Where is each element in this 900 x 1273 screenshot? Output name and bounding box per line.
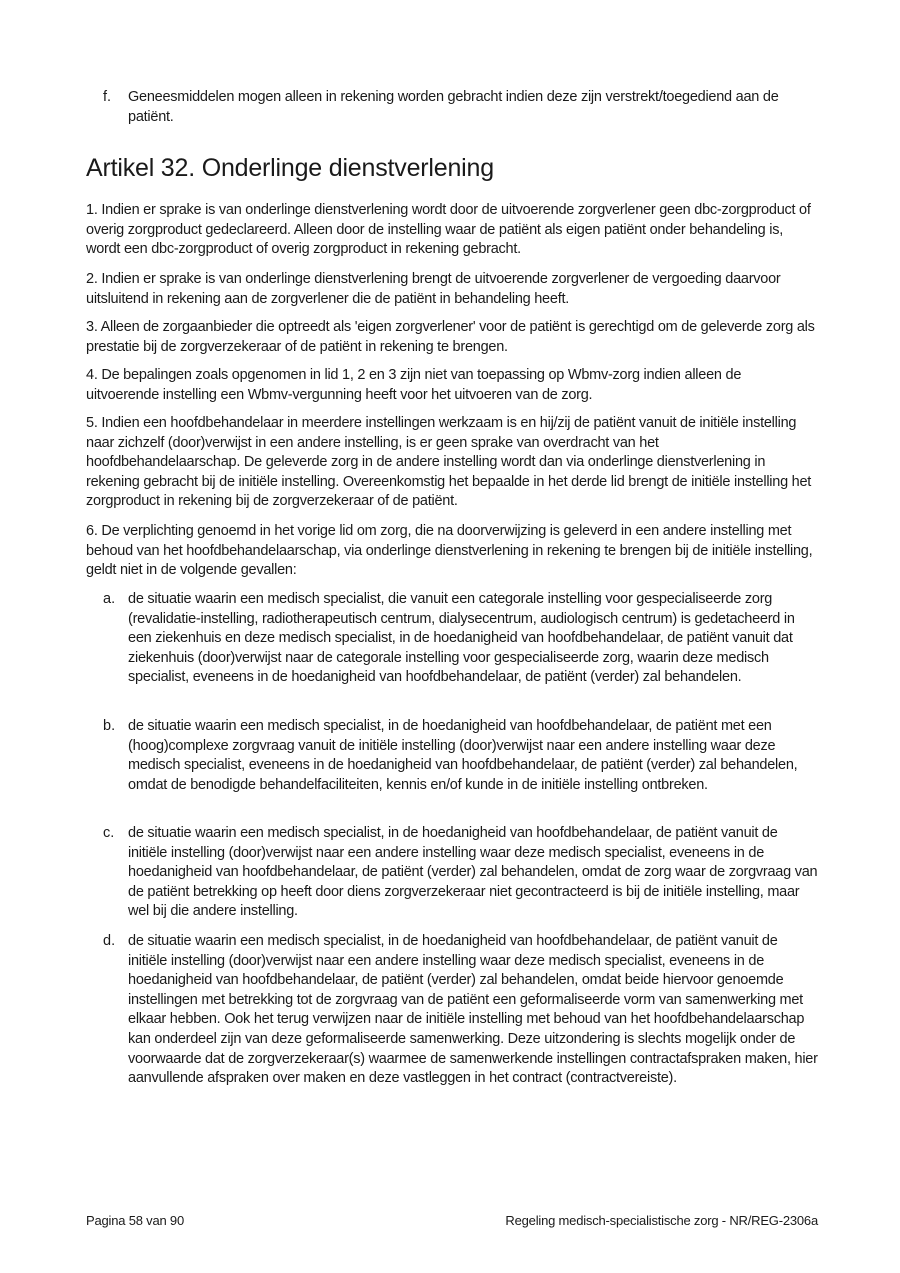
list-marker: f. (103, 89, 112, 105)
list-marker: c. (103, 825, 115, 841)
list-marker: d. (103, 933, 116, 949)
list-marker: b. (103, 718, 116, 734)
paragraph-4: 4. De bepalingen zoals opgenomen in lid 1, 2 en 3 zijn niet van toepassing op Wbmv-zorg indien alleen de uitvoerende instelling een Wbmv-vergunning heeft voor het uitvoeren van de zorg. (86, 367, 742, 403)
paragraph-2: 2. Indien er sprake is van onderlinge dienstverlening brengt de uitvoerende zorgverlener de vergoeding daarvoor uitsluitend in rekening aan de zorgverlener die de patiënt in behandeling heeft. (86, 271, 781, 307)
document-title: Regeling medisch-specialistische zorg - NR/REG-2306a (505, 1213, 818, 1228)
list-item-text: de situatie waarin een medisch specialist, in de hoedanigheid van hoofdbehandelaar, de patiënt vanuit de initiële instelling (door)verwijst naar een andere instelling waar deze medisch specialist, eveneens in de hoedanigheid van hoofdbehandelaar, de patiënt (verder) zal behandelen, omdat beide hiervoor genoemde instellingen met betrekking tot de zorgvraag van de patiënt een geformaliseerde vorm van samenwerking met elkaar hebben. Ook het terug verwijzen naar de initiële instelling met behoud van het hoofdbehandelaarschap kan onderdeel zijn van deze geformaliseerde samenwerking. Deze uitzondering is slechts mogelijk onder de voorwaarde dat de zorgverzekeraar(s) waarmee de samenwerkende instellingen contractafspraken maken, hier aanvullende afspraken over maken en deze vastleggen in het contract (contractvereiste). (128, 933, 818, 1087)
paragraph-5: 5. Indien een hoofdbehandelaar in meerdere instellingen werkzaam is en hij/zij de patiënt vanuit de initiële instelling naar zichzelf (door)verwijst in een andere instelling, is er geen sprake van overdracht van het hoofdbehandelaarschap. De geleverde zorg in de andere instelling wordt dan via onderlinge dienstverlening in rekening gebracht bij de initiële instelling. Overeenkomstig het bepaalde in het derde lid brengt de initiële instelling het zorgproduct in rekening bij de zorgverzekeraar of de patiënt. (86, 415, 812, 510)
page-number: Pagina 58 van 90 (86, 1213, 184, 1228)
list-item-text: Geneesmiddelen mogen alleen in rekening worden gebracht indien deze zijn verstrekt/toegediend aan de patiënt. (128, 89, 779, 125)
list-marker: a. (103, 591, 116, 607)
paragraph-1: 1. Indien er sprake is van onderlinge dienstverlening wordt door de uitvoerende zorgverlener geen dbc-zorgproduct of overig zorgproduct gedeclareerd. Alleen door de instelling waar de patiënt als eigen patiënt onder behandeling is, wordt een dbc-zorgproduct of overig zorgproduct in rekening gebracht. (86, 202, 811, 258)
article-heading: Artikel 32. Onderlinge dienstverlening (86, 154, 494, 182)
paragraph-6: 6. De verplichting genoemd in het vorige lid om zorg, die na doorverwijzing is geleverd in een andere instelling met behoud van het hoofdbehandelaarschap, via onderlinge dienstverlening in rekening te brengen bij de initiële instelling, geldt niet in de volgende gevallen: (86, 523, 813, 579)
list-item-text: de situatie waarin een medisch specialist, in de hoedanigheid van hoofdbehandelaar, de patiënt met een (hoog)complexe zorgvraag vanuit de initiële instelling (door)verwijst naar een andere instelling waar deze medisch specialist, eveneens in de hoedanigheid van hoofdbehandelaar, de patiënt (verder) zal behandelen, omdat de benodigde behandelfaciliteiten, kennis en/of kunde in de initiële instelling ontbreken. (128, 718, 798, 793)
list-item-text: de situatie waarin een medisch specialist, in de hoedanigheid van hoofdbehandelaar, de patiënt vanuit de initiële instelling (door)verwijst naar een andere instelling waar deze medisch specialist, eveneens in de hoedanigheid van hoofdbehandelaar, de patiënt (verder) zal behandelen, omdat de zorg waar de zorgvraag van de patiënt betrekking op heeft door diens zorgverzekeraar niet gecontracteerd is bij de initiële instelling, maar wel bij die andere instelling. (128, 825, 818, 920)
paragraph-3: 3. Alleen de zorgaanbieder die optreedt als 'eigen zorgverlener' voor de patiënt is gerechtigd om de geleverde zorg als prestatie bij de zorgverzekeraar of de patiënt in rekening te brengen. (86, 319, 815, 355)
list-item-text: de situatie waarin een medisch specialist, die vanuit een categorale instelling voor gespecialiseerde zorg (revalidatie-instelling, radiotherapeutisch centrum, dialysecentrum, audiologisch centrum) is gedetacheerd in een ziekenhuis en deze medisch specialist, in de hoedanigheid van hoofdbehandelaar, de patiënt vanuit dat ziekenhuis (door)verwijst naar de categorale instelling voor gespecialiseerde zorg, waarin deze medisch specialist, eveneens in de hoedanigheid van hoofdbehandelaar, de patiënt (verder) zal behandelen. (128, 591, 795, 686)
